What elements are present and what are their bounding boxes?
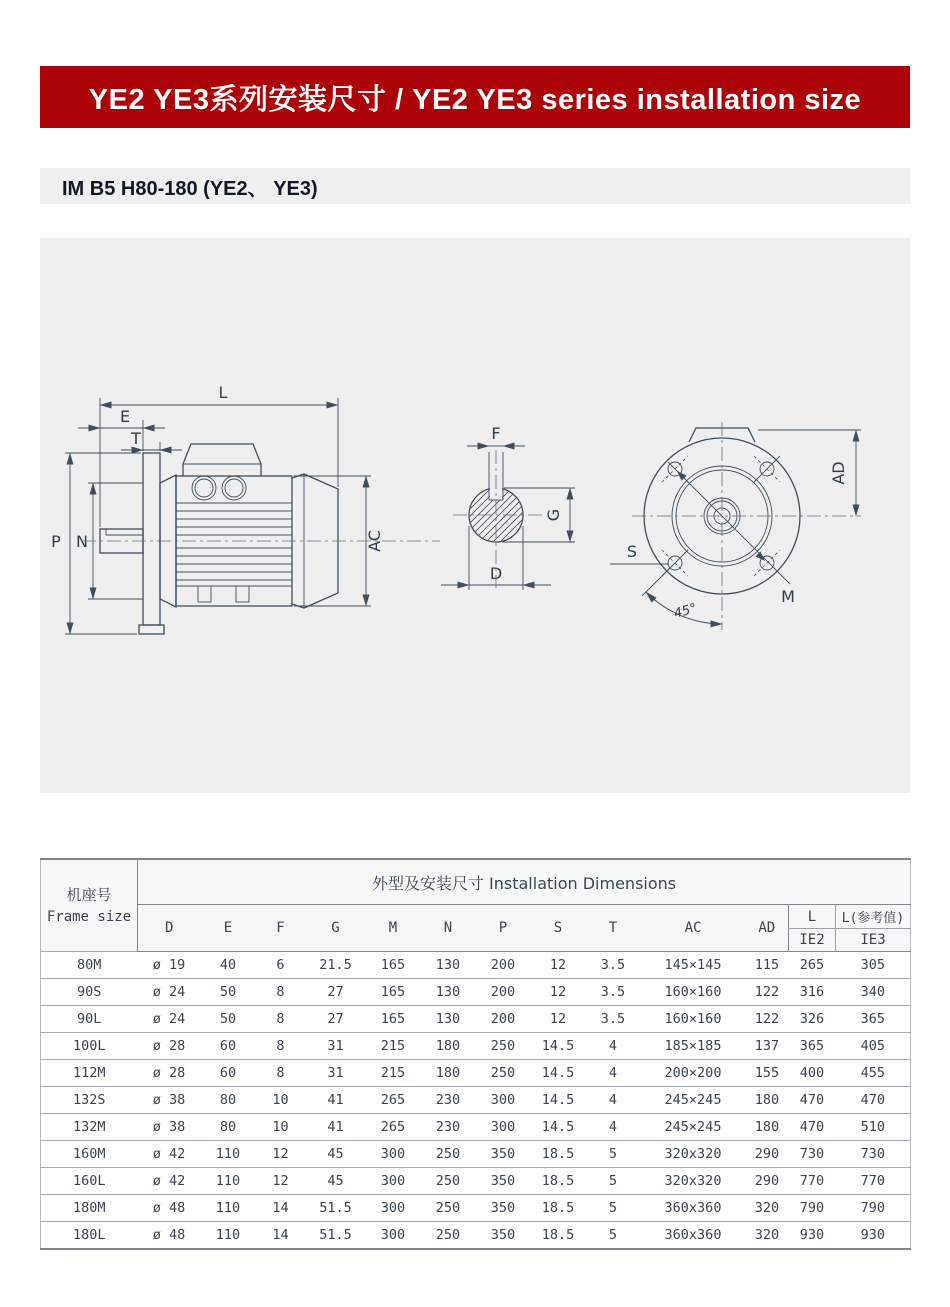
cell-n: 250: [421, 1168, 476, 1195]
cell-frame: 180L: [41, 1222, 138, 1250]
cell-m: 215: [366, 1033, 421, 1060]
cell-frame: 160L: [41, 1168, 138, 1195]
cell-p: 350: [476, 1141, 531, 1168]
cell-ad: 180: [746, 1114, 789, 1141]
cell-p: 300: [476, 1114, 531, 1141]
cell-t: 5: [586, 1222, 641, 1250]
cell-e: 110: [201, 1141, 256, 1168]
table-row: [41, 1195, 911, 1222]
cell-d: ø 38: [138, 1087, 201, 1114]
cell-ac: 160×160: [641, 979, 746, 1006]
cell-m: 265: [366, 1087, 421, 1114]
cell-n: 250: [421, 1195, 476, 1222]
cell-frame: 90L: [41, 1006, 138, 1033]
dim-label-L: L: [218, 383, 228, 402]
dim-label-P: P: [51, 532, 61, 551]
col-header-N: N: [421, 905, 476, 952]
col-header-T: T: [586, 905, 641, 952]
mounting-type-bar: [40, 168, 910, 204]
cell-ad: 320: [746, 1222, 789, 1250]
cell-m: 165: [366, 979, 421, 1006]
dim-label-N: N: [76, 532, 88, 551]
cell-f: 8: [256, 1006, 306, 1033]
cell-f: 6: [256, 952, 306, 979]
cell-f: 10: [256, 1087, 306, 1114]
cell-m: 265: [366, 1114, 421, 1141]
cell-ac: 245×245: [641, 1087, 746, 1114]
cell-n: 230: [421, 1087, 476, 1114]
dim-label-S: S: [626, 542, 638, 561]
cell-s: 18.5: [531, 1195, 586, 1222]
cell-ac: 320x320: [641, 1141, 746, 1168]
cell-p: 250: [476, 1033, 531, 1060]
motor-dimension-drawing: [40, 238, 910, 793]
cell-ac: 320x320: [641, 1168, 746, 1195]
cell-t: 4: [586, 1087, 641, 1114]
cell-l_ie3: 455: [836, 1060, 911, 1087]
cell-d: ø 24: [138, 979, 201, 1006]
cell-l_ie3: 730: [836, 1141, 911, 1168]
cell-s: 18.5: [531, 1141, 586, 1168]
cell-p: 200: [476, 952, 531, 979]
cell-l_ie3: 470: [836, 1087, 911, 1114]
col-header-P: P: [476, 905, 531, 952]
cell-l_ie2: 470: [789, 1114, 836, 1141]
cell-l_ie2: 470: [789, 1087, 836, 1114]
dim-label-F: F: [491, 424, 501, 443]
table-row: [41, 1087, 911, 1114]
cell-e: 60: [201, 1033, 256, 1060]
table-row: [41, 1033, 911, 1060]
cell-g: 45: [306, 1141, 366, 1168]
cell-p: 200: [476, 979, 531, 1006]
cell-s: 12: [531, 979, 586, 1006]
cell-l_ie2: 730: [789, 1141, 836, 1168]
cell-g: 41: [306, 1114, 366, 1141]
installation-dimensions-table: [40, 858, 911, 1250]
cell-m: 165: [366, 952, 421, 979]
cell-g: 31: [306, 1060, 366, 1087]
col-header-M: M: [366, 905, 421, 952]
cell-ac: 360x360: [641, 1195, 746, 1222]
cell-m: 165: [366, 1006, 421, 1033]
side-view-dimensions: [51, 383, 440, 634]
cell-t: 3.5: [586, 952, 641, 979]
cell-l_ie2: 265: [789, 952, 836, 979]
cell-e: 60: [201, 1060, 256, 1087]
cell-n: 130: [421, 979, 476, 1006]
cell-ad: 320: [746, 1195, 789, 1222]
cell-frame: 90S: [41, 979, 138, 1006]
table-row: [41, 952, 911, 979]
cell-t: 5: [586, 1195, 641, 1222]
cell-ad: 122: [746, 979, 789, 1006]
cell-p: 200: [476, 1006, 531, 1033]
cell-d: ø 24: [138, 1006, 201, 1033]
cell-e: 80: [201, 1114, 256, 1141]
cell-m: 300: [366, 1168, 421, 1195]
cell-f: 8: [256, 1060, 306, 1087]
col-header-E: E: [201, 905, 256, 952]
col-header-G: G: [306, 905, 366, 952]
cell-ac: 245×245: [641, 1114, 746, 1141]
cell-g: 51.5: [306, 1222, 366, 1250]
cell-s: 12: [531, 1006, 586, 1033]
cell-ad: 155: [746, 1060, 789, 1087]
side-view: [100, 444, 338, 634]
cell-t: 5: [586, 1141, 641, 1168]
table-row: [41, 1006, 911, 1033]
dim-label-E: E: [119, 407, 131, 426]
cell-frame: 132M: [41, 1114, 138, 1141]
cell-e: 110: [201, 1195, 256, 1222]
cell-g: 51.5: [306, 1195, 366, 1222]
cell-f: 12: [256, 1141, 306, 1168]
cell-e: 80: [201, 1087, 256, 1114]
dimension-table-section: [40, 858, 910, 1250]
cell-ad: 290: [746, 1168, 789, 1195]
col-header-D: D: [138, 905, 201, 952]
cell-f: 10: [256, 1114, 306, 1141]
cell-d: ø 28: [138, 1033, 201, 1060]
cell-d: ø 48: [138, 1195, 201, 1222]
cell-ad: 115: [746, 952, 789, 979]
cell-n: 250: [421, 1141, 476, 1168]
cell-f: 8: [256, 1033, 306, 1060]
dim-label-AC: AC: [365, 530, 384, 552]
col-header-IE3: IE3: [836, 929, 911, 952]
cell-l_ie3: 790: [836, 1195, 911, 1222]
cell-s: 14.5: [531, 1114, 586, 1141]
col-header-IE2: IE2: [789, 929, 836, 952]
cell-s: 14.5: [531, 1033, 586, 1060]
dim-label-G: G: [544, 508, 563, 522]
table-row: [41, 1168, 911, 1195]
cell-n: 180: [421, 1060, 476, 1087]
cell-n: 180: [421, 1033, 476, 1060]
cell-l_ie3: 510: [836, 1114, 911, 1141]
shaft-section-view: [425, 424, 589, 590]
cell-l_ie3: 770: [836, 1168, 911, 1195]
cell-m: 300: [366, 1195, 421, 1222]
cell-t: 4: [586, 1114, 641, 1141]
cell-g: 21.5: [306, 952, 366, 979]
col-header-L-ref: L(参考值): [836, 905, 911, 929]
cell-g: 27: [306, 979, 366, 1006]
cell-l_ie2: 790: [789, 1195, 836, 1222]
cell-l_ie2: 400: [789, 1060, 836, 1087]
catalog-page: [40, 0, 910, 1250]
table-row: [41, 1141, 911, 1168]
dimension-table-body: [41, 952, 911, 1250]
cell-m: 300: [366, 1222, 421, 1250]
cell-ac: 145×145: [641, 952, 746, 979]
frame-size-header-zh: 机座号: [66, 885, 112, 904]
cell-e: 110: [201, 1168, 256, 1195]
frame-size-header-en: Frame size: [46, 908, 132, 925]
cell-f: 12: [256, 1168, 306, 1195]
cell-e: 110: [201, 1222, 256, 1250]
cell-e: 50: [201, 1006, 256, 1033]
cell-l_ie3: 930: [836, 1222, 911, 1250]
cell-n: 250: [421, 1222, 476, 1250]
cell-l_ie3: 305: [836, 952, 911, 979]
cell-s: 18.5: [531, 1168, 586, 1195]
cell-l_ie2: 316: [789, 979, 836, 1006]
table-row: [41, 979, 911, 1006]
cell-d: ø 19: [138, 952, 201, 979]
cell-g: 31: [306, 1033, 366, 1060]
cell-g: 41: [306, 1087, 366, 1114]
flange-view: [610, 422, 861, 630]
cell-t: 3.5: [586, 979, 641, 1006]
cell-d: ø 48: [138, 1222, 201, 1250]
dim-label-45deg: 45°: [672, 601, 699, 622]
technical-drawing-panel: [40, 238, 910, 793]
cell-l_ie3: 340: [836, 979, 911, 1006]
cell-ac: 185×185: [641, 1033, 746, 1060]
cell-f: 14: [256, 1195, 306, 1222]
table-row: [41, 1060, 911, 1087]
cell-d: ø 42: [138, 1168, 201, 1195]
cell-s: 18.5: [531, 1222, 586, 1250]
cell-n: 130: [421, 1006, 476, 1033]
cell-ac: 160×160: [641, 1006, 746, 1033]
cell-f: 14: [256, 1222, 306, 1250]
cell-p: 250: [476, 1060, 531, 1087]
cell-g: 27: [306, 1006, 366, 1033]
dim-label-T: T: [131, 429, 141, 448]
table-row: [41, 1222, 911, 1250]
cell-d: ø 38: [138, 1114, 201, 1141]
cell-t: 5: [586, 1168, 641, 1195]
cell-l_ie2: 930: [789, 1222, 836, 1250]
dim-label-M: M: [781, 587, 795, 606]
dim-label-D: D: [489, 564, 503, 583]
cell-ad: 122: [746, 1006, 789, 1033]
cell-l_ie3: 365: [836, 1006, 911, 1033]
cell-ad: 290: [746, 1141, 789, 1168]
cell-p: 350: [476, 1168, 531, 1195]
cell-p: 300: [476, 1087, 531, 1114]
cell-frame: 112M: [41, 1060, 138, 1087]
table-header: [41, 859, 911, 952]
col-header-L: L: [789, 905, 836, 929]
col-header-F: F: [256, 905, 306, 952]
cell-frame: 160M: [41, 1141, 138, 1168]
cell-l_ie3: 405: [836, 1033, 911, 1060]
cell-l_ie2: 365: [789, 1033, 836, 1060]
cell-e: 40: [201, 952, 256, 979]
cell-frame: 100L: [41, 1033, 138, 1060]
col-header-AD: AD: [746, 905, 789, 952]
cell-s: 14.5: [531, 1060, 586, 1087]
cell-p: 350: [476, 1195, 531, 1222]
cell-l_ie2: 770: [789, 1168, 836, 1195]
cell-n: 230: [421, 1114, 476, 1141]
cell-t: 3.5: [586, 1006, 641, 1033]
cell-ac: 200×200: [641, 1060, 746, 1087]
cell-g: 45: [306, 1168, 366, 1195]
cell-m: 215: [366, 1060, 421, 1087]
cell-s: 14.5: [531, 1087, 586, 1114]
col-header-S: S: [531, 905, 586, 952]
table-row: [41, 1114, 911, 1141]
cell-frame: 132S: [41, 1087, 138, 1114]
cell-ad: 180: [746, 1087, 789, 1114]
cell-d: ø 28: [138, 1060, 201, 1087]
cell-frame: 180M: [41, 1195, 138, 1222]
cell-d: ø 42: [138, 1141, 201, 1168]
cell-s: 12: [531, 952, 586, 979]
col-header-AC: AC: [641, 905, 746, 952]
cell-ad: 137: [746, 1033, 789, 1060]
page-title: YE2 YE3系列安装尺寸 / YE2 YE3 series installation size: [88, 83, 862, 116]
dims-group-header: 外型及安装尺寸 Installation Dimensions: [138, 859, 911, 905]
dim-label-AD: AD: [829, 461, 848, 485]
cell-t: 4: [586, 1060, 641, 1087]
mounting-type-label: IM B5 H80-180 (YE2、 YE3): [62, 177, 318, 200]
cell-t: 4: [586, 1033, 641, 1060]
frame-size-header: [41, 859, 138, 952]
cell-frame: 80M: [41, 952, 138, 979]
cell-m: 300: [366, 1141, 421, 1168]
cell-e: 50: [201, 979, 256, 1006]
cell-ac: 360x360: [641, 1222, 746, 1250]
cell-p: 350: [476, 1222, 531, 1250]
cell-f: 8: [256, 979, 306, 1006]
cell-l_ie2: 326: [789, 1006, 836, 1033]
cell-n: 130: [421, 952, 476, 979]
title-banner: [40, 66, 910, 128]
